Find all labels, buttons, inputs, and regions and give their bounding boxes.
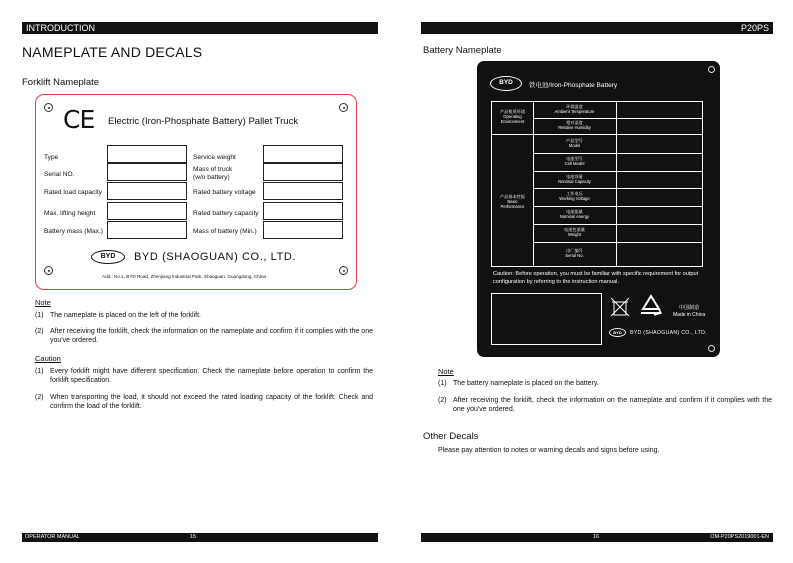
- battery-nameplate-heading: Battery Nameplate: [423, 45, 502, 56]
- company-name: BYD (SHAOGUAN) CO., LTD.: [134, 251, 297, 263]
- blank-label-area: [491, 293, 602, 345]
- document-code: OM-P20PS2019001-EN: [710, 534, 769, 540]
- table-row-label: 电池包重量 Weight: [564, 227, 585, 237]
- battery-caution-text: Caution: Before operation, you must be familiar with specific requirement for output configuration by referring to the instruction manual.: [493, 271, 699, 285]
- made-in-china-label: 中国制造 Made in China: [673, 305, 706, 318]
- forklift-nameplate-heading: Forklift Nameplate: [22, 77, 100, 88]
- field-box: [107, 163, 187, 181]
- nameplate-heading: Electric (Iron-Phosphate Battery) Pallet Truck: [108, 116, 299, 127]
- field-box: [107, 202, 187, 220]
- field-label: Rated battery voltage: [193, 189, 256, 196]
- field-box: [263, 202, 343, 220]
- field-label: Type: [44, 154, 59, 161]
- field-label: Max. lifting height: [44, 210, 96, 217]
- field-label: Serial NO.: [44, 171, 75, 178]
- forklift-nameplate: [35, 94, 357, 290]
- list-item: (2) When transporting the load, it should not exceed the rated loading capacity of the forklift. Check and confirm the load of the forklift.: [35, 394, 373, 410]
- recycle-icon: [637, 294, 665, 320]
- table-row-label: 电池容量 Nominal Capacity: [558, 174, 591, 184]
- field-label: Rated load capacity: [44, 189, 102, 196]
- note-heading: Note: [438, 367, 454, 376]
- list-item: (1) The nameplate is placed on the left of the forklift.: [35, 312, 201, 319]
- no-dispose-bin-icon: [609, 297, 631, 317]
- footer-manual-label: OPERATOR MANUAL: [25, 534, 80, 540]
- note-heading: Note: [35, 298, 51, 307]
- screw-icon: [339, 103, 348, 112]
- table-row-label: 电池型号 Cell Model: [564, 156, 585, 166]
- company-address: Add.: No.1, BYD Road, Zhenjiang Industrial Park, Shaoguan, Guangdong, China: [102, 274, 266, 279]
- right-page: [397, 0, 793, 563]
- battery-nameplate: [477, 61, 720, 357]
- list-item: (1) The battery nameplate is placed on the battery.: [438, 380, 599, 387]
- screw-icon: [708, 66, 715, 73]
- table-row-label: 产品型号 Model: [566, 138, 583, 148]
- table-row-label: 电池能量 Nominal energy: [559, 209, 590, 219]
- field-box: [263, 182, 343, 200]
- list-item: (2) After receiving the forklift, check the information on the nameplate and confirm if it complies with the one you've ordered.: [438, 397, 772, 413]
- page-footer: [421, 533, 773, 542]
- page-number: 16: [593, 534, 600, 540]
- ce-mark-icon: CE: [63, 105, 95, 134]
- table-group-label: 产品使用环境 Operating Environment: [499, 109, 526, 124]
- byd-logo-icon: BYD: [91, 250, 125, 264]
- page-number: 15: [190, 534, 197, 540]
- screw-icon: [339, 266, 348, 275]
- field-box: [107, 182, 187, 200]
- battery-spec-table: [491, 101, 703, 267]
- other-decals-text: Please pay attention to notes or warning decals and signs before using.: [438, 447, 660, 454]
- field-box: [107, 221, 187, 239]
- list-item: (1) Every forklift might have different specification. Check the nameplate before operation to confirm the forklift specification.: [35, 368, 373, 384]
- screw-icon: [44, 266, 53, 275]
- company-name: BYD (SHAOGUAN) CO., LTD.: [630, 330, 707, 336]
- table-row-label: 环境温度 Ambient Temperature: [554, 104, 595, 114]
- battery-plate-title: 铁电池/Iron-Phosphate Battery: [529, 82, 618, 89]
- table-group-label: 产品基本性能 Basic Performance: [499, 194, 526, 209]
- table-row-label: 工作电压 Working Voltage: [559, 191, 590, 201]
- left-page: [0, 0, 396, 563]
- field-box: [263, 163, 343, 181]
- page-title: NAMEPLATE AND DECALS: [22, 44, 203, 60]
- field-label: Battery mass (Max.): [44, 228, 103, 235]
- screw-icon: [44, 103, 53, 112]
- field-label: Mass of battery (Min.): [193, 228, 257, 235]
- byd-logo-icon: BYD: [609, 328, 626, 337]
- other-decals-heading: Other Decals: [423, 431, 479, 442]
- table-row-label: 相对湿度 Relative Humidity: [558, 120, 591, 130]
- field-box: [263, 221, 343, 239]
- byd-logo-icon: BYD: [490, 76, 522, 91]
- field-label: Mass of truck (w/o battery): [193, 166, 233, 181]
- field-box: [263, 145, 343, 163]
- screw-icon: [708, 345, 715, 352]
- field-box: [107, 145, 187, 163]
- list-item: (2) After receiving the forklift, check the information on the nameplate and confirm if it complies with the one you've ordered.: [35, 328, 373, 344]
- page-footer: [22, 533, 378, 542]
- field-label: Rated battery capacity: [193, 210, 259, 217]
- field-label: Service weight: [193, 154, 236, 161]
- model-header: P20PS: [421, 22, 773, 34]
- caution-heading: Caution: [35, 354, 61, 363]
- table-row-label: 出厂编号 Serial No.: [565, 248, 584, 258]
- section-header: INTRODUCTION: [22, 22, 378, 34]
